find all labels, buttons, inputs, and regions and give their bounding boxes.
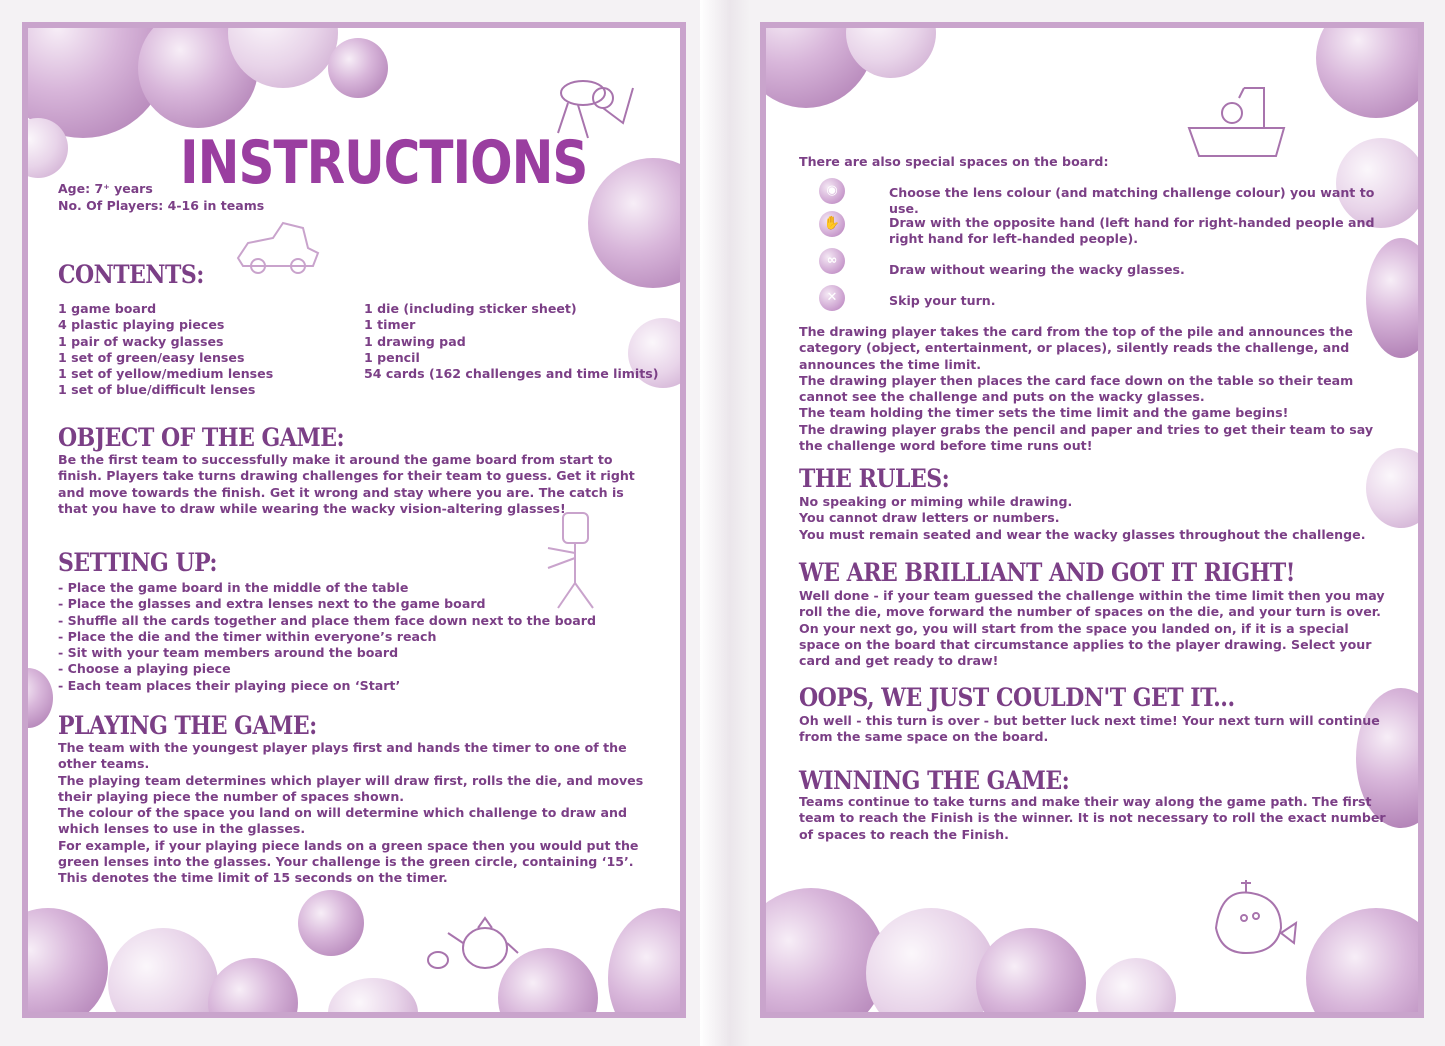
decorative-bubble — [328, 978, 418, 1018]
decorative-bubble — [588, 158, 686, 288]
decorative-bubble — [976, 928, 1086, 1018]
list-item: 1 set of green/easy lenses — [58, 349, 245, 365]
teapot-doodle-icon — [423, 908, 523, 978]
list-item: 4 plastic playing pieces — [58, 317, 225, 333]
car-doodle-icon — [233, 218, 323, 278]
decorative-bubble — [208, 958, 298, 1018]
whale-doodle-icon — [1206, 878, 1301, 958]
no-glasses-icon: ∞ — [819, 248, 845, 274]
playing-text — [58, 740, 653, 887]
brilliant-text: Well done - if your team guessed the challenge within the time limit then you may roll the die, move forward the number of spaces on the die, and your turn is over. On your next go, you will start from the space you landed on, if it is a special space on the board that circumstance applies to the player drawing. Select your card and get ready to draw! — [799, 588, 1385, 669]
age-info — [58, 180, 264, 214]
decorative-bubble — [22, 668, 53, 728]
oops-heading: OOPS, WE JUST COULDN'T GET IT... — [799, 683, 1235, 713]
list-item: You cannot draw letters or numbers. — [799, 510, 1060, 526]
list-item: 1 pair of wacky glasses — [58, 333, 224, 349]
winning-heading: WINNING THE GAME: — [799, 766, 1070, 796]
list-item: - Sit with your team members around the board — [58, 645, 399, 661]
paragraph: The team holding the timer sets the time limit and the game begins! — [799, 405, 1289, 421]
oops-text: Oh well - this turn is over - but better luck next time! Your next turn will continue from the same space on the board. — [799, 713, 1380, 745]
contents-list-1 — [58, 301, 358, 399]
decorative-bubble — [760, 888, 886, 1018]
list-item: - Place the die and the timer within everyone’s reach — [58, 628, 437, 644]
decorative-bubble — [1316, 22, 1424, 118]
decorative-bubble — [1306, 908, 1424, 1018]
list-item: You must remain seated and wear the wacky glasses throughout the challenge. — [799, 526, 1366, 542]
page-fold — [700, 0, 750, 1046]
special-text: Draw with the opposite hand (left hand for right-handed people and right hand for left-handed people). — [889, 215, 1375, 247]
paragraph: The team with the youngest player plays first and hands the timer to one of the other teams. — [58, 740, 627, 772]
list-item: 1 timer — [364, 317, 416, 333]
paragraph: The drawing player then places the card face down on the table so their team cannot see the challenge and puts on the wacky glasses. — [799, 372, 1354, 405]
right-page — [760, 22, 1424, 1018]
list-item: 1 pencil — [364, 349, 420, 365]
age-text: Age: 7⁺ years — [58, 181, 153, 196]
list-item: 1 set of blue/difficult lenses — [58, 382, 256, 398]
decorative-bubble — [298, 890, 364, 956]
lens-colour-icon: ◉ — [819, 178, 845, 204]
paragraph: The drawing player takes the card from the top of the pile and announces the category (object, entertainment, or places), silently reads the challenge, and announces the time limit. — [799, 324, 1353, 372]
list-item: 1 drawing pad — [364, 333, 466, 349]
list-item: 1 game board — [58, 301, 157, 316]
left-page — [22, 22, 686, 1018]
list-item: - Place the game board in the middle of the table — [58, 580, 409, 595]
list-item: 1 set of yellow/medium lenses — [58, 366, 274, 382]
object-text: Be the first team to successfully make it around the game board from start to finish. Players take turns drawing challenges for their team to guess. Get it right and move towards the finish. Get it wrong and stay where you are. The catch is that you have to draw while wearing the wacky vision-altering glasses! — [58, 452, 635, 516]
brilliant-heading: WE ARE BRILLIANT AND GOT IT RIGHT! — [799, 558, 1295, 588]
special-text: Draw without wearing the wacky glasses. — [889, 262, 1185, 277]
decorative-bubble — [608, 908, 686, 1018]
list-item: No speaking or miming while drawing. — [799, 494, 1073, 509]
setup-heading: SETTING UP: — [58, 548, 218, 578]
decorative-bubble — [328, 38, 388, 98]
paragraph: The playing team determines which player will draw first, rolls the die, and moves their playing piece the number of spaces shown. — [58, 772, 644, 804]
list-item: - Place the glasses and extra lenses next to the game board — [58, 596, 486, 612]
opposite-hand-icon: ✋ — [819, 211, 845, 237]
list-item: 1 die (including sticker sheet) — [364, 301, 577, 316]
paragraph: For example, if your playing piece lands on a green space then you would put the green lenses into the glasses. Your challenge is the green circle, containing ‘15’. This denotes the time limit of 15 seconds on the timer. — [58, 837, 639, 886]
special-intro: There are also special spaces on the board: — [799, 154, 1109, 169]
decorative-bubble — [22, 908, 108, 1018]
decorative-bubble — [108, 928, 218, 1018]
special-text: Choose the lens colour (and matching challenge colour) you want to use. — [889, 185, 1375, 217]
setup-list — [58, 580, 658, 694]
object-heading: OBJECT OF THE GAME: — [58, 423, 345, 453]
decorative-bubble — [1096, 958, 1176, 1018]
contents-list-2 — [364, 301, 664, 382]
skip-turn-icon: ✕ — [819, 285, 845, 311]
playing-heading: PLAYING THE GAME: — [58, 711, 317, 741]
list-item: - Shuffle all the cards together and place them face down next to the board — [58, 612, 596, 628]
list-item: - Each team places their playing piece on ‘Start’ — [58, 677, 401, 693]
winning-text: Teams continue to take turns and make their way along the game path. The first team to reach the Finish is the winner. It is not necessary to roll the exact number of spaces to reach the Finish. — [799, 794, 1386, 842]
paragraph: The drawing player grabs the pencil and paper and tries to get their team to say the challenge word before time runs out! — [799, 421, 1374, 454]
page-title: INSTRUCTIONS — [180, 128, 588, 198]
paragraph: The colour of the space you land on will determine which challenge to draw and which lenses to use in the glasses. — [58, 805, 628, 837]
special-text: Skip your turn. — [889, 293, 996, 308]
players-text: No. Of Players: 4-16 in teams — [58, 198, 265, 213]
contents-heading: CONTENTS: — [58, 260, 204, 290]
list-item: 54 cards (162 challenges and time limits) — [364, 366, 659, 382]
decorative-bubble — [866, 908, 996, 1018]
flow-text — [799, 324, 1394, 454]
rules-list — [799, 494, 1399, 543]
list-item: - Choose a playing piece — [58, 661, 231, 677]
rules-heading: THE RULES: — [799, 464, 950, 494]
